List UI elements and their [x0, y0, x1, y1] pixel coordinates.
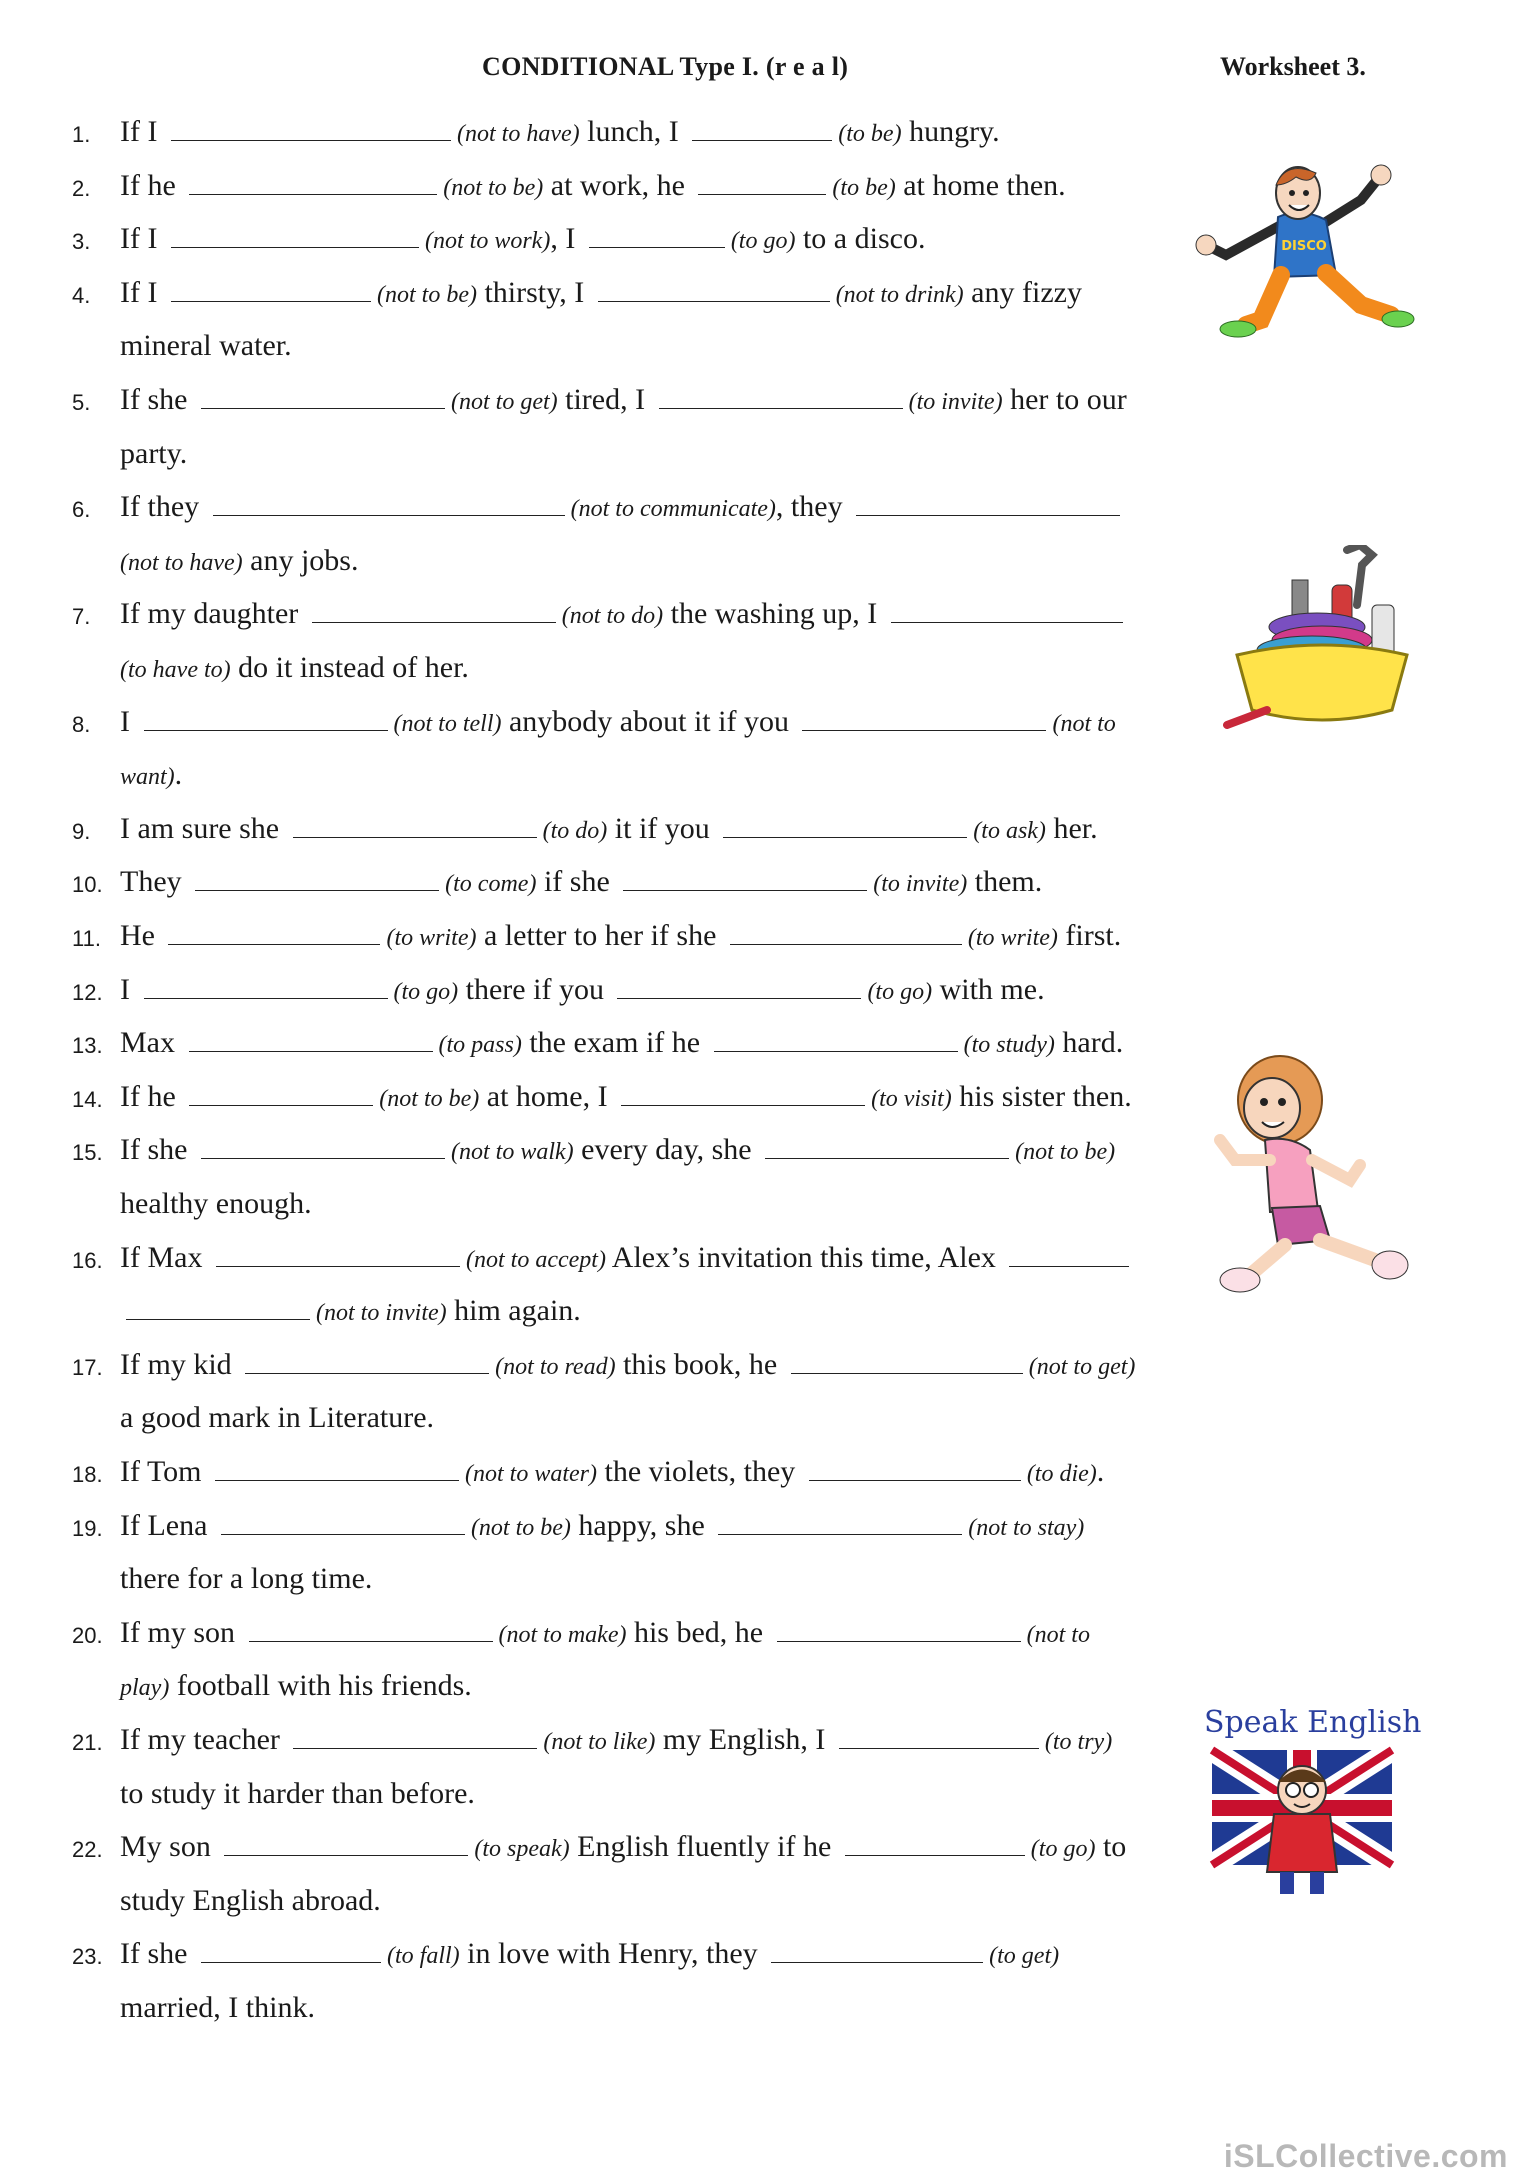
sentence-text: her. — [1045, 811, 1098, 845]
sentence-text: if she — [536, 865, 618, 899]
item-line-1 — [120, 1934, 1059, 1976]
item-number: 17. — [72, 1354, 103, 1380]
sentence-text: If I — [120, 275, 165, 309]
sentence-text: mineral water. — [120, 329, 292, 363]
answer-blank[interactable] — [195, 864, 439, 891]
item-line-2 — [120, 648, 469, 690]
answer-blank[interactable] — [839, 1722, 1039, 1749]
item-line-2 — [120, 326, 292, 366]
answer-blank[interactable] — [589, 221, 725, 248]
item-line-1 — [120, 219, 925, 261]
item-number: 18. — [72, 1462, 103, 1487]
sentence-text: there for a long time. — [120, 1562, 373, 1596]
verb-hint: (not to stay) — [968, 1514, 1085, 1541]
item-number: 1. — [72, 122, 91, 147]
verb-hint: (not to make) — [498, 1621, 627, 1648]
item-number: 15. — [72, 1140, 103, 1166]
answer-blank[interactable] — [144, 704, 388, 731]
sentence-text: to a disco. — [795, 222, 926, 256]
dish-washing-image — [1222, 545, 1422, 735]
sentence-text: lunch, I — [579, 115, 687, 148]
answer-blank[interactable] — [621, 1079, 865, 1106]
verb-hint: (not to be) — [1015, 1139, 1116, 1166]
item-line-1 — [120, 594, 1129, 636]
answer-blank[interactable] — [659, 382, 903, 409]
item-number: 13. — [72, 1033, 103, 1059]
verb-hint: (not to communicate) — [570, 496, 776, 523]
verb-hint: (not to be) — [376, 281, 477, 308]
item-line-2 — [120, 1559, 372, 1599]
sentence-text: He — [120, 919, 163, 952]
sentence-text: Alex’s invitation this time, Alex — [605, 1240, 1004, 1274]
answer-blank[interactable] — [845, 1829, 1025, 1856]
item-line-1 — [120, 1023, 1123, 1065]
sentence-text: I am sure she — [120, 811, 287, 845]
item-number: 5. — [72, 390, 91, 415]
sentence-text: to — [1095, 1830, 1127, 1864]
item-number: 16. — [72, 1247, 103, 1273]
sentence-text: If my kid — [120, 1347, 240, 1381]
answer-blank[interactable] — [698, 168, 826, 195]
sentence-text: study English abroad. — [120, 1883, 381, 1917]
sentence-text: this book, he — [615, 1347, 785, 1381]
sentence-text: with me. — [932, 972, 1045, 1006]
worksheet-number: Worksheet 3. — [1220, 52, 1366, 81]
item-number: 10. — [72, 872, 103, 898]
sentence-text: the exam if he — [521, 1026, 708, 1060]
collective-watermark: iSLCollective.com — [1223, 2138, 1508, 2174]
item-line-1 — [120, 1827, 1126, 1869]
verb-hint: (to pass) — [438, 1032, 522, 1059]
answer-blank[interactable] — [856, 489, 1120, 516]
answer-blank[interactable] — [765, 1132, 1009, 1159]
verb-hint: (to be) — [838, 121, 902, 147]
item-line-1 — [120, 380, 1127, 422]
answer-blank[interactable] — [718, 1508, 962, 1535]
item-line-2 — [120, 1881, 381, 1921]
sentence-text: I — [120, 972, 138, 1006]
sentence-text: married, I think. — [120, 1991, 315, 2024]
item-line-1 — [120, 112, 1000, 154]
item-line-2 — [120, 1398, 434, 1438]
sentence-text: any jobs. — [242, 543, 359, 577]
verb-hint: (not to invite) — [316, 1300, 447, 1327]
sentence-text: tired, I — [557, 383, 653, 416]
sentence-text: If I — [120, 115, 165, 148]
verb-hint: (to do) — [542, 817, 608, 844]
verb-hint: (to write) — [386, 925, 477, 951]
answer-blank[interactable] — [598, 275, 830, 302]
sentence-text: If they — [120, 490, 207, 524]
sentence-text: English fluently if he — [569, 1830, 839, 1864]
answer-blank[interactable] — [213, 489, 565, 516]
item-number: 21. — [72, 1730, 103, 1755]
verb-hint: (to die) — [1026, 1461, 1097, 1487]
item-number: 8. — [72, 711, 91, 737]
page-title: CONDITIONAL Type I. (r e a l) — [482, 52, 849, 81]
verb-hint: (not to water) — [465, 1461, 598, 1487]
disco-dancer-image — [1186, 155, 1426, 345]
sentence-text: at home then. — [895, 168, 1066, 202]
sentence-text: They — [120, 865, 190, 899]
answer-blank[interactable] — [201, 1936, 381, 1963]
running-woman-image — [1200, 1040, 1430, 1300]
item-line-2 — [120, 1774, 475, 1814]
item-number: 9. — [72, 818, 91, 844]
item-line-1 — [120, 487, 1126, 529]
verb-hint: (not to get) — [450, 389, 558, 415]
verb-hint: (to go) — [1030, 1836, 1096, 1863]
answer-blank[interactable] — [617, 972, 861, 999]
answer-blank[interactable] — [1009, 1240, 1129, 1267]
speak-english-text: Speak English — [1204, 1705, 1422, 1740]
verb-hint: (to ask) — [973, 817, 1046, 844]
verb-hint: (not to like) — [543, 1729, 656, 1755]
sentence-text: my English, I — [655, 1723, 833, 1756]
item-number: 7. — [72, 604, 91, 630]
sentence-text: If I — [120, 222, 165, 256]
sentence-text: it if you — [607, 811, 718, 845]
verb-hint: (to study) — [963, 1032, 1055, 1059]
verb-hint: (to visit) — [871, 1085, 952, 1112]
sentence-text: thirsty, I — [476, 275, 592, 309]
answer-blank[interactable] — [809, 1454, 1021, 1481]
answer-blank[interactable] — [144, 972, 388, 999]
sentence-text: a letter to her if she — [476, 919, 724, 952]
answer-blank[interactable] — [171, 221, 419, 248]
verb-hint: (to have to) — [120, 657, 231, 683]
sentence-text: If she — [120, 383, 195, 416]
item-number: 6. — [72, 497, 91, 523]
item-number: 11. — [72, 926, 101, 951]
sentence-text: If my teacher — [120, 1723, 288, 1756]
sentence-text: , I — [550, 222, 583, 256]
sentence-text: If my son — [120, 1615, 243, 1649]
sentence-text: football with his friends. — [169, 1669, 472, 1703]
sentence-text: in love with Henry, they — [459, 1937, 766, 1971]
sentence-text: his bed, he — [626, 1615, 771, 1649]
sentence-text: If my daughter — [120, 597, 306, 631]
sentence-text: the washing up, I — [663, 597, 885, 631]
sentence-text: do it instead of her. — [230, 651, 469, 684]
item-line-1 — [120, 970, 1045, 1012]
item-line-2 — [120, 1184, 312, 1224]
verb-hint: (not to be) — [379, 1085, 480, 1112]
item-line-1 — [120, 1345, 1135, 1387]
sentence-text: the violets, they — [597, 1455, 803, 1488]
answer-blank[interactable] — [171, 275, 371, 302]
item-line-1 — [120, 809, 1098, 851]
item-number: 2. — [72, 175, 91, 201]
answer-blank[interactable] — [312, 596, 556, 623]
verb-hint: want) — [120, 764, 175, 791]
verb-hint: (not to drink) — [835, 281, 964, 308]
item-number: 4. — [72, 282, 91, 308]
item-line-2 — [120, 541, 358, 583]
item-number: 19. — [72, 1515, 103, 1541]
answer-blank[interactable] — [249, 1615, 493, 1642]
item-line-1 — [120, 1077, 1132, 1119]
answer-blank[interactable] — [189, 1079, 373, 1106]
verb-hint: (not to be) — [443, 174, 544, 201]
sentence-text: anybody about it if you — [501, 704, 797, 738]
item-line-1 — [120, 1720, 1112, 1762]
sentence-text: there if you — [458, 972, 612, 1006]
sentence-text: to study it harder than before. — [120, 1776, 475, 1810]
verb-hint: (not to tell) — [393, 710, 502, 737]
verb-hint: (not to walk) — [450, 1139, 574, 1166]
item-line-2 — [120, 1291, 581, 1333]
answer-blank[interactable] — [126, 1293, 310, 1320]
item-number: 14. — [72, 1086, 103, 1112]
item-line-1 — [120, 702, 1116, 744]
item-line-1 — [120, 916, 1121, 958]
item-line-1 — [120, 273, 1082, 315]
item-line-2 — [120, 1666, 472, 1708]
verb-hint: (to invite) — [908, 389, 1003, 415]
verb-hint: (to come) — [445, 871, 537, 898]
verb-hint: (to get) — [989, 1943, 1060, 1970]
answer-blank[interactable] — [802, 704, 1046, 731]
item-line-1 — [120, 1506, 1084, 1548]
item-line-2 — [120, 434, 187, 474]
disco-shirt-label: DISCO — [1281, 239, 1327, 254]
sentence-text: , they — [775, 490, 851, 524]
speak-english-image — [1202, 1702, 1422, 1902]
answer-blank[interactable] — [189, 1025, 433, 1052]
verb-hint: (not to work) — [424, 228, 551, 255]
answer-blank[interactable] — [891, 596, 1123, 623]
sentence-text: any fizzy — [963, 275, 1082, 309]
sentence-text: If Lena — [120, 1508, 215, 1542]
answer-blank[interactable] — [168, 918, 380, 945]
sentence-text: a good mark in Literature. — [120, 1401, 435, 1435]
verb-hint: (not to do) — [561, 603, 664, 630]
item-line-1 — [120, 1452, 1104, 1494]
sentence-text: at home, I — [479, 1079, 616, 1113]
verb-hint: (not to accept) — [465, 1246, 606, 1273]
answer-blank[interactable] — [171, 114, 451, 141]
item-number: 20. — [72, 1622, 103, 1648]
item-line-2 — [120, 1988, 315, 2028]
answer-blank[interactable] — [215, 1454, 459, 1481]
answer-blank[interactable] — [777, 1615, 1021, 1642]
sentence-text: him again. — [446, 1294, 581, 1328]
sentence-text: every day, she — [573, 1133, 760, 1167]
worksheet-header — [0, 52, 1532, 98]
answer-blank[interactable] — [224, 1829, 468, 1856]
sentence-text: happy, she — [570, 1508, 713, 1542]
verb-hint: (to write) — [967, 925, 1058, 951]
sentence-text: first. — [1057, 919, 1122, 952]
item-line-1 — [120, 1130, 1115, 1172]
verb-hint: (to invite) — [873, 871, 968, 898]
answer-blank[interactable] — [791, 1347, 1023, 1374]
verb-hint: (not to — [1052, 710, 1116, 737]
sentence-text: hard. — [1054, 1026, 1124, 1060]
verb-hint: (not to have) — [120, 549, 243, 576]
sentence-text: If Tom — [120, 1455, 210, 1488]
answer-blank[interactable] — [189, 168, 437, 195]
answer-blank[interactable] — [771, 1936, 983, 1963]
verb-hint: (to go) — [393, 978, 459, 1005]
sentence-text: her to our — [1002, 383, 1127, 416]
answer-blank[interactable] — [692, 114, 832, 141]
answer-blank[interactable] — [293, 811, 537, 838]
answer-blank[interactable] — [730, 918, 962, 945]
sentence-text: If he — [120, 1079, 184, 1113]
item-number: 23. — [72, 1944, 103, 1970]
answer-blank[interactable] — [201, 1132, 445, 1159]
item-line-2 — [120, 755, 182, 797]
verb-hint: (to go) — [867, 978, 933, 1005]
sentence-text: I — [120, 704, 138, 738]
verb-hint: (to try) — [1044, 1729, 1113, 1755]
answer-blank[interactable] — [623, 864, 867, 891]
item-number: 22. — [72, 1837, 103, 1863]
answer-blank[interactable] — [221, 1508, 465, 1535]
sentence-text: If she — [120, 1937, 195, 1971]
sentence-text: them. — [967, 865, 1043, 899]
verb-hint: play) — [120, 1675, 170, 1702]
verb-hint: (to speak) — [474, 1836, 570, 1863]
sentence-text: Max — [120, 1026, 183, 1060]
answer-blank[interactable] — [293, 1722, 537, 1749]
item-number: 3. — [72, 229, 91, 255]
sentence-text: If Max — [120, 1240, 210, 1274]
item-number: 12. — [72, 979, 103, 1005]
sentence-text: My son — [120, 1830, 219, 1864]
item-line-1 — [120, 1613, 1090, 1655]
verb-hint: (not to be) — [470, 1514, 571, 1541]
answer-blank[interactable] — [216, 1240, 460, 1267]
verb-hint: (to fall) — [386, 1943, 460, 1970]
sentence-text: his sister then. — [951, 1079, 1132, 1113]
sentence-text: If he — [120, 168, 184, 202]
verb-hint: (to be) — [832, 174, 896, 201]
sentence-text: party. — [120, 436, 188, 470]
item-line-1 — [120, 862, 1042, 904]
sentence-text: healthy enough. — [120, 1187, 312, 1220]
sentence-text: hungry. — [901, 115, 1000, 148]
answer-blank[interactable] — [201, 382, 445, 409]
item-line-1 — [120, 1238, 1135, 1280]
verb-hint: (not to read) — [495, 1353, 616, 1380]
answer-blank[interactable] — [723, 811, 967, 838]
sentence-text: . — [174, 758, 183, 792]
verb-hint: (not to — [1026, 1621, 1090, 1648]
item-line-1 — [120, 166, 1066, 208]
answer-blank[interactable] — [714, 1025, 958, 1052]
verb-hint: (not to have) — [456, 121, 580, 147]
sentence-text: If she — [120, 1133, 195, 1167]
sentence-text: . — [1096, 1455, 1105, 1488]
sentence-text: at work, he — [543, 168, 693, 202]
verb-hint: (not to get) — [1028, 1353, 1136, 1380]
answer-blank[interactable] — [245, 1347, 489, 1374]
verb-hint: (to go) — [730, 228, 796, 255]
